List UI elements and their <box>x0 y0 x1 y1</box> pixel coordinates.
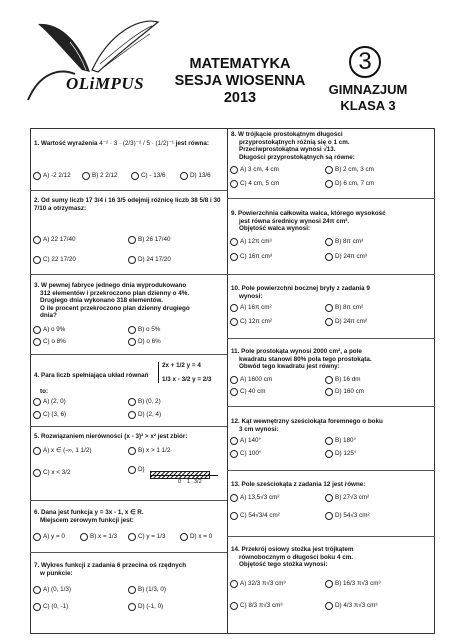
q1-option-b[interactable] <box>82 172 118 180</box>
question-3-line-2: 312 elementów i przekroczono plan dzienny o 4%. <box>40 289 190 297</box>
radio-bubble[interactable] <box>325 580 333 588</box>
option-label: C) 12π cm² <box>240 318 272 325</box>
question-9 <box>231 210 433 233</box>
separator <box>30 354 227 355</box>
option-label: B) 26 17/40 <box>138 236 171 243</box>
radio-bubble[interactable] <box>230 318 238 326</box>
q12-option-a[interactable] <box>230 437 261 445</box>
q2-option-d[interactable] <box>128 256 171 264</box>
separator <box>227 338 435 339</box>
question-3-line-5: dnia? <box>40 312 57 320</box>
question-8-line-4: Długości przyprostokątnych są równe: <box>239 153 355 161</box>
question-7 <box>34 562 224 577</box>
number-line-diagram <box>150 462 220 492</box>
option-label: D) o 6% <box>138 338 161 345</box>
question-11-line-1: 11. Pole prostokąta wynosi 2000 cm², a pole <box>231 348 362 355</box>
radio-bubble[interactable] <box>325 388 333 396</box>
option-label: C) 8/3 π√3 cm³ <box>240 602 283 609</box>
option-label: B) 2 2/12 <box>92 172 118 179</box>
option-label: B) 16 dm <box>335 376 361 383</box>
q6-option-b[interactable] <box>80 533 117 541</box>
question-3-line-1: 3. W pewnej fabryce jednego dnia wyprodukowano <box>34 282 187 289</box>
radio-bubble[interactable] <box>80 533 88 541</box>
radio-bubble[interactable] <box>325 166 333 174</box>
option-label: D) 4/3 π√3 cm³ <box>335 602 378 609</box>
option-label: D) 24 17/20 <box>138 256 171 263</box>
separator <box>227 198 435 199</box>
q2-option-c[interactable] <box>33 256 76 264</box>
option-label: B) 27√3 cm² <box>335 494 370 501</box>
q13-option-b[interactable] <box>325 494 369 502</box>
q7-option-b[interactable] <box>128 586 166 594</box>
radio-bubble[interactable] <box>230 304 238 312</box>
option-label: D) 160 cm <box>335 388 365 395</box>
question-13 <box>231 481 431 489</box>
radio-bubble[interactable] <box>325 318 333 326</box>
q6-option-d[interactable] <box>180 533 212 541</box>
question-1-tail: jest równa: <box>175 140 209 147</box>
q4-option-a[interactable] <box>33 398 66 406</box>
separator <box>30 274 227 275</box>
q4-option-b[interactable] <box>128 398 161 406</box>
q9-option-c[interactable] <box>230 253 272 261</box>
q11-option-c[interactable] <box>230 388 266 396</box>
radio-bubble[interactable] <box>325 437 333 445</box>
option-label: A) 12π cm³ <box>240 238 272 245</box>
option-label: B) x = 1/3 <box>90 533 118 540</box>
grade-line-2: KLASA 3 <box>340 98 396 113</box>
radio-bubble[interactable] <box>128 326 136 334</box>
equation-system <box>158 362 224 383</box>
q1-option-d[interactable] <box>180 172 211 180</box>
option-label: D) (-1, 0) <box>138 603 164 610</box>
option-label: B) (1/3, 0) <box>138 586 166 593</box>
option-label: C) x < 3/2 <box>43 469 71 476</box>
q5-option-c[interactable] <box>33 469 70 477</box>
grade-label <box>318 82 418 114</box>
option-label: D) 6 cm, 7 cm <box>335 180 375 187</box>
question-6 <box>34 509 224 524</box>
question-5-text: 5. Rozwiązaniem nierówności (x - 3)² > x² jest zbiór: <box>34 433 188 440</box>
option-label: A) 22 17/40 <box>43 236 76 243</box>
option-label: C) 16π cm³ <box>240 253 272 260</box>
radio-bubble[interactable] <box>128 466 136 474</box>
question-2-text: 2. Od sumy liczb 17 3/4 i 16 3/5 odejmij różnicę liczb 38 5/8 i 30 7/10 a otrzymasz: <box>34 197 221 212</box>
option-label: A) 13,5√3 cm² <box>240 494 280 501</box>
radio-bubble[interactable] <box>230 376 238 384</box>
q4-option-d[interactable] <box>128 411 161 419</box>
question-3 <box>34 282 224 320</box>
q5-option-d[interactable] <box>128 466 145 474</box>
radio-bubble[interactable] <box>128 411 136 419</box>
option-label: A) -2 2/12 <box>43 172 71 179</box>
radio-bubble[interactable] <box>230 253 238 261</box>
option-label: A) 140° <box>240 437 262 444</box>
option-label: A) y = 0 <box>43 533 65 540</box>
option-label: D) 54√3 cm² <box>335 512 370 519</box>
radio-bubble[interactable] <box>33 326 41 334</box>
question-4 <box>34 372 154 380</box>
option-label: C) y = 1/3 <box>138 533 166 540</box>
equation-1: 2x + 1/2 y = 4 <box>162 362 201 369</box>
separator <box>30 190 227 191</box>
q10-option-a[interactable] <box>230 304 272 312</box>
option-label: D) x = 0 <box>190 533 213 540</box>
radio-bubble[interactable] <box>128 603 136 611</box>
axis-line <box>150 475 218 476</box>
question-9-line-2: jest równa średnicy wynosi 24π cm². <box>239 217 350 225</box>
option-label: D) <box>138 466 145 473</box>
separator <box>227 470 435 471</box>
option-label: A) 32/3 π√3 cm³ <box>240 580 286 587</box>
option-label: B) 8π cm² <box>335 304 364 311</box>
option-label: A) 3 cm, 4 cm <box>240 166 279 173</box>
question-3-line-3: Drugiego dnia wykonano 318 elementów. <box>40 297 163 305</box>
radio-bubble[interactable] <box>325 180 333 188</box>
radio-bubble[interactable] <box>230 580 238 588</box>
q11-option-d[interactable] <box>325 388 364 396</box>
radio-bubble[interactable] <box>325 304 333 312</box>
q14-option-c[interactable] <box>230 602 282 610</box>
q3-option-b[interactable] <box>128 326 160 334</box>
question-7-line-2: w punkcie: <box>40 569 73 577</box>
variant-number-badge: 3 <box>349 46 381 78</box>
radio-bubble[interactable] <box>33 411 41 419</box>
equation-2: 1/3 x - 3/2 y = 2/3 <box>162 375 212 383</box>
question-3-line-4: O ile procent przekroczono plan dzienny drugiego <box>40 304 190 312</box>
radio-bubble[interactable] <box>33 398 41 406</box>
radio-bubble[interactable] <box>325 450 333 458</box>
question-6-line-1: 6. Dana jest funkcja y = 3x - 1, x ∈ R. <box>34 509 144 516</box>
option-label: B) 2 cm, 3 cm <box>335 166 374 173</box>
question-4-tail: to: <box>40 388 49 395</box>
q3-option-d[interactable] <box>128 338 161 346</box>
option-label: C) 40 cm <box>240 388 266 395</box>
separator <box>227 536 435 537</box>
q14-option-a[interactable] <box>230 580 286 588</box>
radio-bubble[interactable] <box>230 180 238 188</box>
question-13-line-1: 13. Pole sześciokąta z zadania 12 jest równe: <box>231 481 366 488</box>
radio-bubble[interactable] <box>33 533 41 541</box>
separator <box>227 406 435 407</box>
option-label: B) 180° <box>335 437 357 444</box>
question-1-expression: 4⁻² · 3 · (2/3)⁻² / 5 · (1/2)⁻¹ <box>99 140 174 147</box>
radio-bubble[interactable] <box>128 398 136 406</box>
radio-bubble[interactable] <box>128 256 136 264</box>
radio-bubble[interactable] <box>325 253 333 261</box>
q8-option-b[interactable] <box>325 166 374 174</box>
question-10-line-2: wynosi: <box>239 292 263 300</box>
logo-text: OLiMPUS <box>66 74 145 93</box>
option-label: B) 16/3 π√3 cm³ <box>335 580 381 587</box>
radio-bubble[interactable] <box>230 437 238 445</box>
option-label: C) 4 cm, 5 cm <box>240 180 280 187</box>
option-label: A) 1600 cm <box>240 376 273 383</box>
question-8-line-2: przyprostokątnych różnią się o 1 cm. <box>239 138 350 146</box>
q8-option-a[interactable] <box>230 166 279 174</box>
q2-option-b[interactable] <box>128 236 171 244</box>
radio-bubble[interactable] <box>33 447 41 455</box>
radio-bubble[interactable] <box>180 172 188 180</box>
option-label: C) (0, -1) <box>43 603 69 610</box>
question-11 <box>231 348 431 371</box>
q12-option-c[interactable] <box>230 450 261 458</box>
q13-option-c[interactable] <box>230 512 280 520</box>
q7-option-c[interactable] <box>33 603 68 611</box>
separator <box>30 426 227 427</box>
question-9-line-1: 9. Powierzchnia całkowita walca, którego wysokość <box>231 210 386 217</box>
question-8-line-1: 8. W trójkącie prostokątnym długości <box>231 131 343 138</box>
axis-label-1: 1 <box>187 479 191 485</box>
q7-option-a[interactable] <box>33 586 71 594</box>
question-14-line-1: 14. Przekrój osiowy stożka jest trójkątem <box>231 546 354 553</box>
radio-bubble[interactable] <box>325 376 333 384</box>
axis-label-0: 0 <box>178 479 182 485</box>
radio-bubble[interactable] <box>325 238 333 246</box>
option-label: C) o 8% <box>43 338 66 345</box>
radio-bubble[interactable] <box>131 172 139 180</box>
q13-option-d[interactable] <box>325 512 370 520</box>
radio-bubble[interactable] <box>33 338 41 346</box>
option-label: B) (0, 2) <box>138 398 161 405</box>
radio-bubble[interactable] <box>82 172 90 180</box>
question-12-line-2: 3 cm wynosi: <box>239 425 279 433</box>
option-label: B) o 5% <box>138 326 161 333</box>
separator <box>30 500 227 501</box>
radio-bubble[interactable] <box>325 494 333 502</box>
q1-option-c[interactable] <box>131 172 166 180</box>
title-line-3: 2013 <box>223 90 257 106</box>
radio-bubble[interactable] <box>230 512 238 520</box>
option-label: A) o 9% <box>43 326 66 333</box>
radio-bubble[interactable] <box>128 447 136 455</box>
title-line-1: MATEMATYKA <box>189 56 291 72</box>
question-10-line-1: 10. Pole powierzchni bocznej bryły z zadania 9 <box>231 285 370 292</box>
radio-bubble[interactable] <box>230 166 238 174</box>
q12-option-b[interactable] <box>325 437 356 445</box>
option-label: D) 13/6 <box>190 172 211 179</box>
question-4-text: 4. Para liczb spełniająca układ równań <box>34 372 149 379</box>
option-label: C) 54√3/4 cm² <box>240 512 280 519</box>
option-label: A) 16π cm² <box>240 304 272 311</box>
q3-option-a[interactable] <box>33 326 65 334</box>
q8-option-d[interactable] <box>325 180 374 188</box>
radio-bubble[interactable] <box>230 238 238 246</box>
separator <box>30 552 227 553</box>
q12-option-d[interactable] <box>325 450 356 458</box>
radio-bubble[interactable] <box>128 533 136 541</box>
question-14-line-2: równobocznym o długości boku 4 cm. <box>239 553 354 561</box>
q11-option-a[interactable] <box>230 376 272 384</box>
option-label: D) 24π cm² <box>335 318 367 325</box>
option-label: B) x > 1 1/2 <box>138 447 171 454</box>
q10-option-c[interactable] <box>230 318 272 326</box>
question-6-line-2: Miejscem zerowym funkcji jest: <box>40 516 134 524</box>
question-7-line-1: 7. Wykres funkcji z zadania 6 przecina oś rzędnych <box>34 562 187 569</box>
q5-option-b[interactable] <box>128 447 170 455</box>
q13-option-a[interactable] <box>230 494 280 502</box>
radio-bubble[interactable] <box>128 236 136 244</box>
question-14 <box>231 546 431 569</box>
q9-option-d[interactable] <box>325 253 367 261</box>
title-line-2: SESJA WIOSENNA <box>174 73 306 89</box>
option-label: C) (3, 6) <box>43 411 67 418</box>
option-label: D) 125° <box>335 450 357 457</box>
q1-option-a[interactable] <box>33 172 71 180</box>
radio-bubble[interactable] <box>33 236 41 244</box>
q9-option-a[interactable] <box>230 238 272 246</box>
q11-option-b[interactable] <box>325 376 361 384</box>
radio-bubble[interactable] <box>180 533 188 541</box>
radio-bubble[interactable] <box>325 602 333 610</box>
q6-option-a[interactable] <box>33 533 65 541</box>
question-1-text: 1. Wartość wyrażenia <box>34 140 98 147</box>
q10-option-b[interactable] <box>325 304 363 312</box>
option-label: A) (2, 0) <box>43 398 66 405</box>
separator <box>227 274 435 275</box>
q14-option-b[interactable] <box>325 580 381 588</box>
q3-option-c[interactable] <box>33 338 66 346</box>
option-label: A) (0, 1/3) <box>43 586 71 593</box>
axis-label-3-2: 3/2 <box>194 479 202 485</box>
page-title <box>160 56 320 107</box>
radio-bubble[interactable] <box>33 603 41 611</box>
option-label: C) 100° <box>240 450 262 457</box>
option-label: B) 8π cm³ <box>335 238 364 245</box>
question-8-line-3: Przeciwprostokątna wynosi √13. <box>239 146 336 154</box>
option-label: D) (2, 4) <box>138 411 162 418</box>
question-1 <box>34 140 224 148</box>
radio-bubble[interactable] <box>33 172 41 180</box>
radio-bubble[interactable] <box>33 586 41 594</box>
question-11-line-3: Obwód tego kwadratu jest równy: <box>239 363 340 371</box>
q2-option-a[interactable] <box>33 236 76 244</box>
radio-bubble[interactable] <box>230 602 238 610</box>
question-12 <box>231 418 431 433</box>
q4-option-c[interactable] <box>33 411 66 419</box>
question-14-line-3: Objętość tego stożka wynosi: <box>239 561 328 569</box>
radio-bubble[interactable] <box>230 388 238 396</box>
question-9-line-3: Objętość walca wynosi: <box>239 225 311 233</box>
grade-line-1: GIMNAZJUM <box>328 82 408 97</box>
q14-option-d[interactable] <box>325 602 377 610</box>
radio-bubble[interactable] <box>128 586 136 594</box>
header <box>0 0 453 118</box>
question-2 <box>34 197 222 212</box>
q5-option-a[interactable] <box>33 447 91 455</box>
question-10 <box>231 285 431 300</box>
option-label: C) 22 17/20 <box>43 256 76 263</box>
question-5 <box>34 433 226 441</box>
question-11-line-2: kwadratu stanowi 80% pola tego prostokąta. <box>239 355 372 363</box>
radio-bubble[interactable] <box>33 256 41 264</box>
option-label: C) - 13/6 <box>141 172 166 179</box>
radio-bubble[interactable] <box>33 469 41 477</box>
q10-option-d[interactable] <box>325 318 367 326</box>
option-label: A) x ∈ (-∞, 1 1/2) <box>43 447 92 454</box>
question-12-line-1: 12. Kąt wewnętrzny sześciokąta foremnego o boku <box>231 418 383 425</box>
q8-option-c[interactable] <box>230 180 279 188</box>
question-8 <box>231 131 431 161</box>
radio-bubble[interactable] <box>128 338 136 346</box>
radio-bubble[interactable] <box>230 450 238 458</box>
q6-option-c[interactable] <box>128 533 165 541</box>
radio-bubble[interactable] <box>325 512 333 520</box>
radio-bubble[interactable] <box>230 494 238 502</box>
q9-option-b[interactable] <box>325 238 363 246</box>
option-label: D) 24π cm³ <box>335 253 367 260</box>
column-divider <box>227 128 228 634</box>
q7-option-d[interactable] <box>128 603 163 611</box>
